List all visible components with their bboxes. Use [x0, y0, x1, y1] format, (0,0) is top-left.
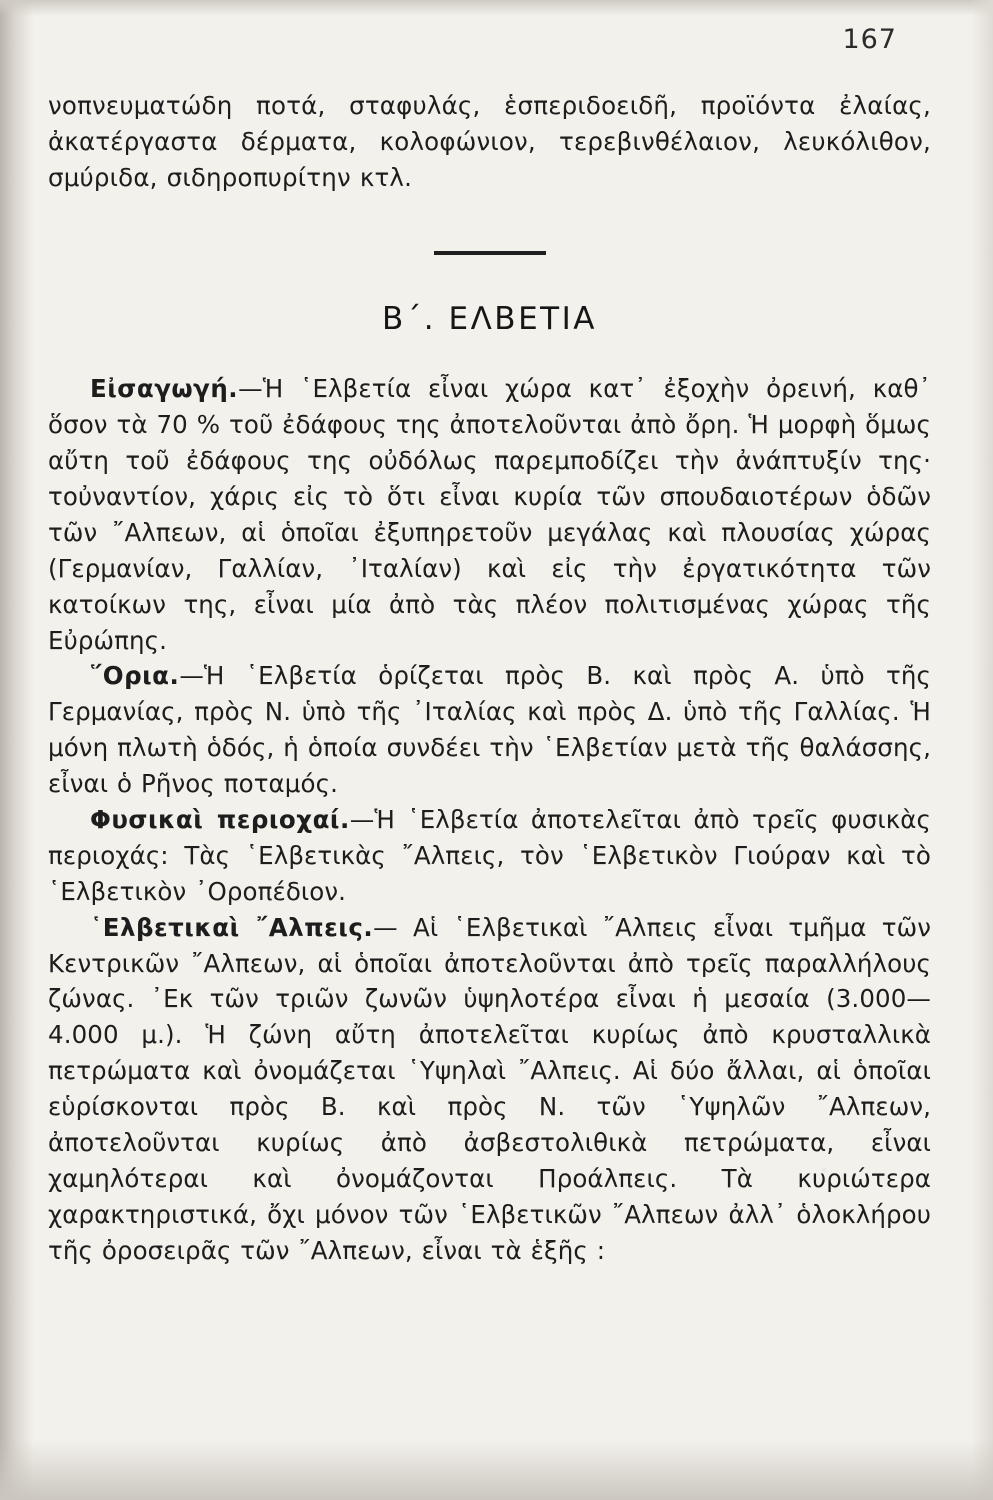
run-in-heading-introduction: Εἰσαγωγή.: [90, 374, 239, 404]
paragraph-text-borders: —Ἡ ῾Ελβετία ὁρίζεται πρὸς Β. καὶ πρὸς Α. ὑπὸ τῆς Γερμανίας, πρὸς Ν. ὑπὸ τῆς ᾽Ιταλίας καὶ πρὸς Δ. ὑπὸ τῆς Γαλλίας. Ἡ μόνη πλωτὴ ὁδός, ἡ ὁποία συνδέει τὴν ῾Ελβετίαν μετὰ τῆς θαλάσσης, εἶναι ὁ Ρῆνος ποταμός.: [48, 661, 931, 799]
paragraph-borders: [48, 658, 931, 802]
paragraph-text-natural-regions: —Ἡ ῾Ελβετία ἀποτελεῖται ἀπὸ τρεῖς φυσικὰς περιοχάς: Τὰς ῾Ελβετικὰς ῎Αλπεις, τὸν ῾Ελβετικὸν Γιούραν καὶ τὸ ῾Ελβετικὸν ᾽Οροπέδιον.: [48, 804, 931, 906]
paragraph-text-swiss-alps: — Αἱ ῾Ελβετικαὶ ῎Αλπεις εἶναι τμῆμα τῶν Κεντρικῶν ῎Αλπεων, αἱ ὁποῖαι ἀποτελοῦνται ἀπὸ τρεῖς παραλλήλους ζώνας. ᾽Εκ τῶν τριῶν ζωνῶν ὑψηλοτέρα εἶναι ἡ μεσαία (3.000—4.000 μ.). Ἡ ζώνη αὔτη ἀποτελεῖται κυρίως ἀπὸ κρυσταλλικὰ πετρώματα καὶ ὀνομάζεται ῾Υψηλαὶ ῎Αλπεις. Αἱ δύο ἄλλαι, αἱ ὁποῖαι εὑρίσκονται πρὸς Β. καὶ πρὸς Ν. τῶν ῾Υψηλῶν ῎Αλπεων, ἀποτελοῦνται κυρίως ἀπὸ ἀσβεστολιθικὰ πετρώματα, εἶναι χαμηλότεραι καὶ ὀνομάζονται Προάλπεις. Τὰ κυριώτερα χαρακτηριστικά, ὄχι μόνον τῶν ῾Ελβετικῶν ῎Αλπεων ἀλλ᾽ ὁλοκλήρου τῆς ὀροσειρᾶς τῶν ῎Αλπεων, εἶναι τὰ ἑξῆς :: [48, 912, 931, 1265]
run-in-heading-natural-regions: Φυσικαὶ περιοχαί.: [90, 804, 350, 834]
continuation-paragraph: νοπνευματώδη ποτά, σταφυλάς, ἑσπεριδοειδῆ, προϊόντα ἐλαίας, ἀκατέργαστα δέρματα, κολοφώνιον, τερεβινθέλαιον, λευκόλιθον, σμύριδα, σιδηροπυρίτην κτλ.: [48, 91, 931, 192]
page-top-shadow: [0, 0, 993, 16]
page-right-shadow: [971, 0, 993, 1500]
paragraph-natural-regions: [48, 802, 931, 910]
section-divider-rule: [434, 251, 546, 255]
run-in-heading-borders: ῞Ορια.: [90, 661, 180, 691]
page-left-shadow: [0, 0, 34, 1500]
paragraph-text-introduction: —Ἡ ῾Ελβετία εἶναι χώρα κατ᾽ ἐξοχὴν ὀρεινή, καθ᾽ ὅσον τὰ 70 % τοῦ ἐδάφους της ἀποτελοῦνται ἀπὸ ὄρη. Ἡ μορφὴ ὅμως αὔτη τοῦ ἐδάφους της οὐδόλως παρεμποδίζει τὴν ἀνάπτυξίν της· τοὐναντίον, χάρις εἰς τὸ ὅτι εἶναι κυρία τῶν σπουδαιοτέρων ὁδῶν τῶν ῎Αλπεων, αἱ ὁποῖαι ἐξυπηρετοῦν μεγάλας καὶ πλουσίας χώρας (Γερμανίαν, Γαλλίαν, ᾽Ιταλίαν) καὶ εἰς τὴν ἐργατικότητα τῶν κατοίκων της, εἶναι μία ἀπὸ τὰς πλέον πολιτισμένας χώρας τῆς Εὐρώπης.: [48, 374, 931, 655]
paragraph-introduction: [48, 371, 931, 658]
page-bottom-shadow: [0, 1440, 993, 1500]
page-number: 167: [842, 24, 897, 55]
paragraph-swiss-alps: [48, 910, 931, 1269]
section-title: Β΄. ΕΛΒΕΤΙΑ: [382, 301, 597, 338]
page-content: [48, 88, 931, 1269]
run-in-heading-swiss-alps: ῾Ελβετικαὶ ῎Αλπεις.: [90, 912, 374, 942]
